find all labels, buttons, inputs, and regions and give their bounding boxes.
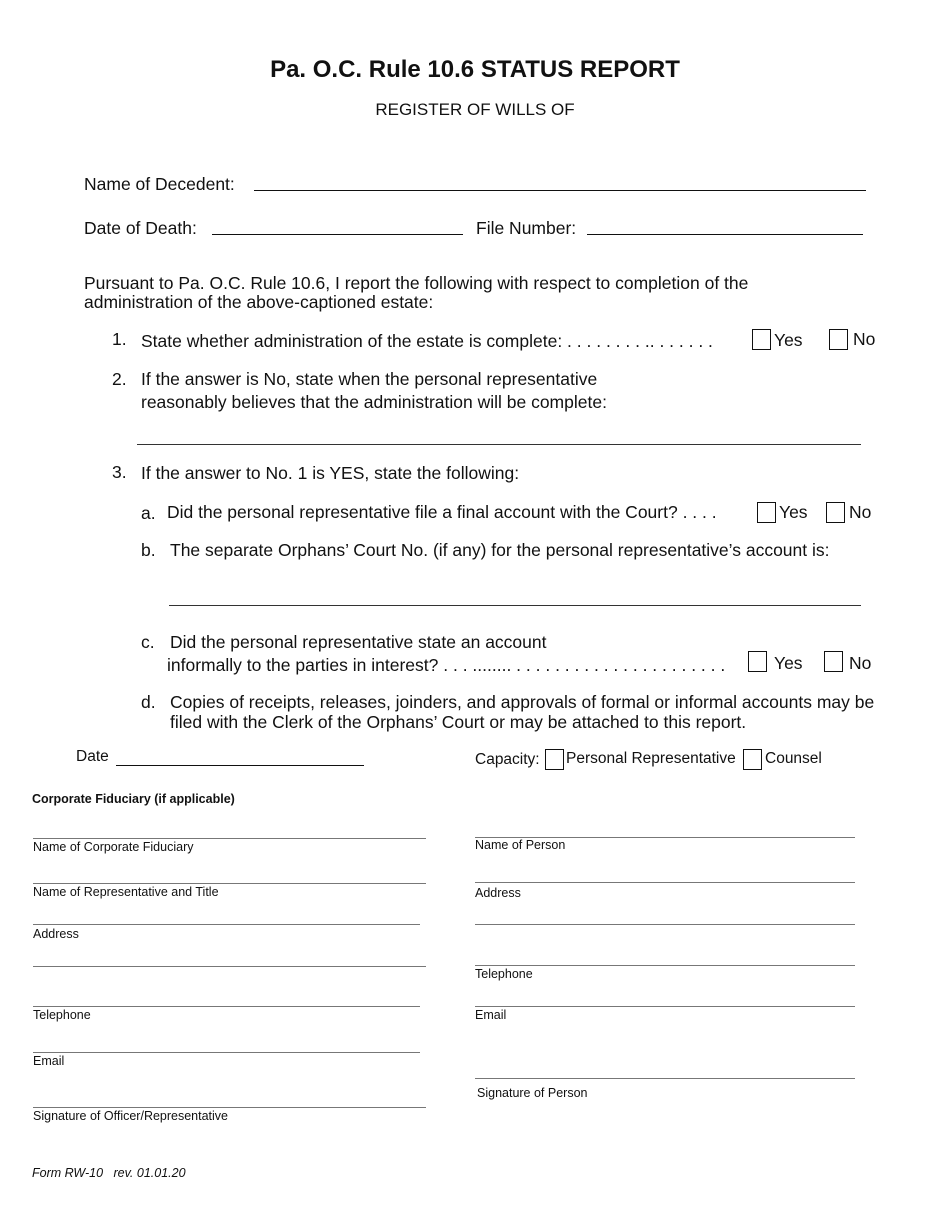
item-c-yes-checkbox[interactable] <box>748 651 767 672</box>
report-date-line <box>116 765 364 766</box>
date-of-death-label: Date of Death: <box>84 218 197 238</box>
orphans-court-number-input[interactable] <box>171 586 858 606</box>
item-a-no-checkbox[interactable] <box>826 502 845 523</box>
officer-signature-caption: Signature of Officer/Representative <box>33 1109 229 1123</box>
corporate-fiduciary-line <box>33 838 426 839</box>
intro-line-2: administration of the above-captioned estate: <box>84 292 434 312</box>
item-1-yes-checkbox[interactable] <box>752 329 771 350</box>
left-address-line-2 <box>33 966 426 967</box>
date-of-death-line <box>212 234 463 235</box>
corporate-fiduciary-caption: Name of Corporate Fiduciary <box>33 840 194 854</box>
item-1-yes-label: Yes <box>774 330 803 350</box>
person-signature-input[interactable] <box>477 1060 851 1078</box>
representative-title-caption: Name of Representative and Title <box>33 885 219 899</box>
capacity-pr-checkbox[interactable] <box>545 749 564 770</box>
item-b-letter: b. <box>141 540 156 560</box>
left-email-line <box>33 1052 420 1053</box>
right-address-caption: Address <box>475 886 521 900</box>
decedent-name-line <box>254 190 866 191</box>
item-c-no-label: No <box>849 653 872 673</box>
item-b-text: The separate Orphans’ Court No. (if any) for the personal representative’s account is: <box>170 540 830 560</box>
item-a-yes-checkbox[interactable] <box>757 502 776 523</box>
item-2-line-1: If the answer is No, state when the personal representative <box>141 369 598 389</box>
officer-signature-line <box>33 1107 426 1108</box>
person-name-caption: Name of Person <box>475 838 566 852</box>
file-number-label: File Number: <box>476 218 577 238</box>
capacity-counsel-checkbox[interactable] <box>743 749 762 770</box>
representative-title-input[interactable] <box>35 865 423 883</box>
item-d-line-1: Copies of receipts, releases, joinders, and approvals of formal or informal accounts may be <box>170 692 875 712</box>
item-2-number: 2. <box>112 369 127 389</box>
date-label: Date <box>76 748 109 765</box>
item-c-line-1: Did the personal representative state an account <box>170 632 547 652</box>
form-subtitle: REGISTER OF WILLS OF <box>375 100 575 119</box>
item-c-letter: c. <box>141 632 155 652</box>
left-address-caption: Address <box>33 927 79 941</box>
right-email-line <box>475 1006 855 1007</box>
item-d-letter: d. <box>141 692 156 712</box>
right-address-line-2 <box>475 924 855 925</box>
item-a-no-label: No <box>849 502 872 522</box>
item-1-no-checkbox[interactable] <box>829 329 848 350</box>
item-3-text: If the answer to No. 1 is YES, state the following: <box>141 463 520 483</box>
left-address-input-2[interactable] <box>35 948 423 966</box>
form-title: Pa. O.C. Rule 10.6 STATUS REPORT <box>270 56 680 83</box>
capacity-label: Capacity: <box>475 751 540 768</box>
item-a-letter: a. <box>141 503 156 523</box>
file-number-line <box>587 234 863 235</box>
item-1-text: State whether administration of the estate is complete: . . . . . . . . .. . . . . . . <box>141 331 713 351</box>
right-telephone-line <box>475 965 855 966</box>
intro-line-1: Pursuant to Pa. O.C. Rule 10.6, I report the following with respect to completion of the <box>84 273 749 293</box>
left-email-caption: Email <box>33 1054 65 1068</box>
item-c-line-2: informally to the parties in interest? . . . ........ . . . . . . . . . . . . . . . . . . . . . . <box>167 655 726 675</box>
item-2-line-2: reasonably believes that the administration will be complete: <box>141 392 607 412</box>
left-email-input[interactable] <box>35 1034 417 1052</box>
left-telephone-input[interactable] <box>35 988 417 1006</box>
left-telephone-line <box>33 1006 420 1007</box>
right-email-caption: Email <box>475 1008 507 1022</box>
completion-date-line <box>137 444 861 445</box>
capacity-pr-label: Personal Representative <box>566 750 736 767</box>
item-d-line-2: filed with the Clerk of the Orphans’ Court or may be attached to this report. <box>170 712 747 732</box>
item-a-text: Did the personal representative file a final account with the Court? . . . . <box>167 502 717 522</box>
orphans-court-number-line <box>169 605 861 606</box>
right-address-input-1[interactable] <box>477 864 851 882</box>
item-3-number: 3. <box>112 462 127 482</box>
right-telephone-input[interactable] <box>477 947 851 965</box>
completion-date-input[interactable] <box>140 425 858 445</box>
file-number-input[interactable] <box>589 216 861 236</box>
person-name-input[interactable] <box>477 819 851 837</box>
right-telephone-caption: Telephone <box>475 967 533 981</box>
date-of-death-input[interactable] <box>214 216 460 236</box>
item-1-no-label: No <box>853 329 876 349</box>
item-c-yes-label: Yes <box>774 653 803 673</box>
left-address-input-1[interactable] <box>35 906 417 924</box>
officer-signature-input[interactable] <box>35 1089 423 1107</box>
item-1-number: 1. <box>112 329 127 349</box>
person-signature-line <box>475 1078 855 1079</box>
representative-title-line <box>33 883 426 884</box>
form-number: Form RW-10 rev. 01.01.20 <box>32 1166 186 1180</box>
decedent-name-input[interactable] <box>256 172 864 192</box>
right-email-input[interactable] <box>477 988 851 1006</box>
corporate-fiduciary-heading: Corporate Fiduciary (if applicable) <box>32 792 235 806</box>
item-a-yes-label: Yes <box>779 502 808 522</box>
left-address-line-1 <box>33 924 420 925</box>
person-signature-caption: Signature of Person <box>477 1086 588 1100</box>
corporate-fiduciary-input[interactable] <box>35 820 423 838</box>
right-address-input-2[interactable] <box>477 906 851 924</box>
capacity-counsel-label: Counsel <box>765 750 822 767</box>
item-c-no-checkbox[interactable] <box>824 651 843 672</box>
left-telephone-caption: Telephone <box>33 1008 91 1022</box>
report-date-input[interactable] <box>118 746 362 766</box>
right-address-line-1 <box>475 882 855 883</box>
decedent-label: Name of Decedent: <box>84 174 235 194</box>
